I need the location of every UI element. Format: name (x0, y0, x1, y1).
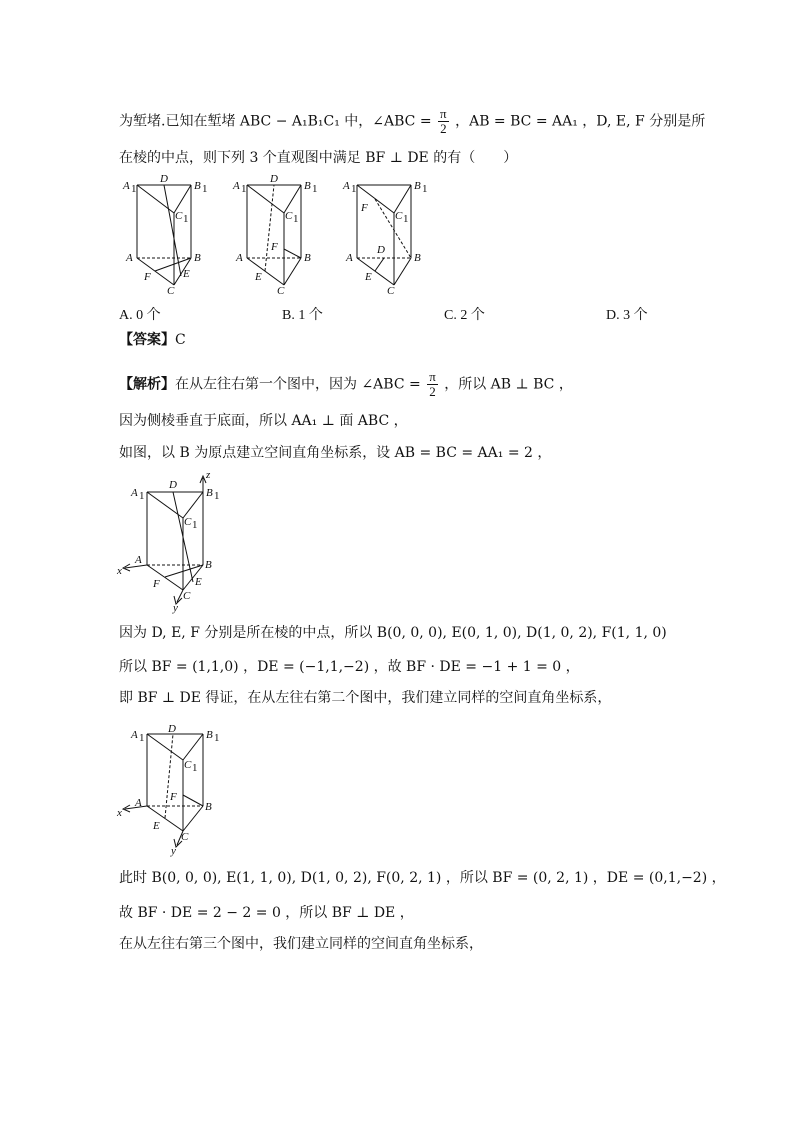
svg-text:z: z (206, 470, 211, 481)
label-C: C (167, 285, 175, 297)
svg-text:A: A (233, 180, 240, 192)
svg-text:B: B (414, 252, 421, 264)
svg-text:C: C (395, 210, 403, 222)
svg-text:C: C (183, 590, 191, 602)
answer-line (119, 330, 186, 350)
solution-line-8: 故 BF · DE = 2 − 2 = 0 ，所以 BF ⊥ DE ， (119, 905, 414, 921)
svg-text:1: 1 (202, 183, 208, 195)
svg-text:1: 1 (403, 213, 409, 225)
svg-text:A: A (135, 554, 142, 566)
label-B: B (194, 252, 201, 264)
svg-text:D: D (377, 244, 385, 256)
svg-text:C: C (285, 210, 293, 222)
svg-text:C: C (181, 831, 189, 843)
svg-text:1: 1 (192, 762, 198, 774)
svg-text:x: x (117, 807, 122, 819)
svg-text:D: D (168, 723, 176, 735)
svg-text:B: B (304, 180, 311, 192)
label-A1: A (123, 180, 130, 192)
svg-text:A: A (236, 252, 243, 264)
answer-tag: 【答案】 (119, 332, 175, 348)
question-text-1: 为堑堵.已知在堑堵 ABC − A₁B₁C₁ 中，∠ABC = (119, 113, 432, 130)
svg-text:A: A (346, 252, 353, 264)
prism-figure-3 (339, 173, 439, 298)
label-B1: B (194, 180, 201, 192)
svg-text:1: 1 (422, 183, 428, 195)
svg-text:1: 1 (214, 490, 220, 502)
svg-text:1: 1 (192, 519, 198, 531)
svg-text:E: E (255, 271, 262, 283)
prism-figure-2 (229, 173, 329, 298)
solution-tag: 【解析】 (119, 376, 175, 393)
svg-text:1: 1 (183, 213, 189, 225)
svg-text:1: 1 (241, 183, 247, 195)
solution-line-6: 即 BF ⊥ DE 得证，在从左往右第二个图中，我们建立同样的空间直角坐标系， (119, 690, 612, 706)
svg-text:B: B (304, 252, 311, 264)
svg-text:y: y (173, 602, 178, 614)
label-E: E (183, 268, 190, 280)
svg-text:E: E (153, 820, 160, 832)
pi-over-2-fraction: $\frac{\pi}{2}$ (440, 106, 447, 136)
svg-text:1: 1 (351, 183, 357, 195)
svg-text:E: E (365, 271, 372, 283)
option-a: A. 0 个 (119, 308, 161, 323)
question-line-1 (119, 107, 705, 136)
svg-text:E: E (195, 576, 202, 588)
svg-text:A: A (131, 487, 138, 499)
svg-text:1: 1 (139, 732, 145, 744)
svg-text:C: C (184, 516, 192, 528)
svg-text:C: C (387, 285, 395, 297)
solution-line-4: 因为 D, E, F 分别是所在棱的中点，所以 B(0, 0, 0), E(0, 1, 0), D(1, 0, 2), F(1, 1, 0) (119, 625, 667, 641)
solution-line-5: 所以 BF = (1,1,0) ，DE = (−1,1,−2) ，故 BF · DE = −1 + 1 = 0 ， (119, 659, 580, 675)
label-C1: C (175, 210, 183, 222)
label-A: A (126, 252, 133, 264)
svg-text:A: A (135, 797, 142, 809)
svg-text:A: A (131, 729, 138, 741)
solution-line-3: 如图，以 B 为原点建立空间直角坐标系，设 AB = BC = AA₁ = 2 ， (119, 445, 552, 461)
svg-text:D: D (169, 479, 177, 491)
svg-text:1: 1 (293, 213, 299, 225)
svg-text:D: D (270, 173, 278, 185)
svg-text:C: C (277, 285, 285, 297)
svg-text:1: 1 (131, 183, 137, 195)
svg-text:F: F (170, 791, 177, 803)
solution-line-2: 因为侧棱垂直于底面，所以 AA₁ ⊥ 面 ABC ， (119, 413, 408, 429)
svg-text:1: 1 (312, 183, 318, 195)
svg-text:B: B (205, 559, 212, 571)
svg-text:1: 1 (214, 732, 220, 744)
svg-text:F: F (153, 578, 160, 590)
svg-text:B: B (206, 729, 213, 741)
svg-text:B: B (205, 801, 212, 813)
option-c: C. 2 个 (444, 308, 485, 323)
solution-line-9: 在从左往右第三个图中，我们建立同样的空间直角坐标系， (119, 936, 483, 952)
option-b: B. 1 个 (282, 308, 323, 323)
svg-text:C: C (184, 759, 192, 771)
svg-text:1: 1 (139, 490, 145, 502)
question-text-1-tail: ，AB = BC = AA₁ ，D, E, F 分别是所 (455, 113, 706, 130)
coordinate-figure-2 (113, 718, 223, 858)
svg-text:A: A (343, 180, 350, 192)
svg-text:y: y (171, 845, 176, 857)
question-line-2: 在棱的中点，则下列 3 个直观图中满足 BF ⊥ DE 的有（ ） (119, 150, 518, 166)
solution-line-1: 【解析】在从左往右第一个图中，因为 ∠ABC = $\frac{\pi}{2}$ ，所以 AB ⊥ BC ， (119, 369, 573, 399)
label-D: D (160, 173, 168, 185)
prism-figure-1 (119, 173, 219, 298)
svg-text:B: B (206, 487, 213, 499)
answer-value: C (175, 332, 186, 348)
svg-text:x: x (117, 565, 122, 577)
solution-line-7: 此时 B(0, 0, 0), E(1, 1, 0), D(1, 0, 2), F(0, 2, 1) ，所以 BF = (0, 2, 1) ，DE = (0,1,−2) ， (119, 870, 726, 886)
svg-text:B: B (414, 180, 421, 192)
svg-text:F: F (271, 241, 278, 253)
label-F: F (144, 271, 151, 283)
coordinate-figure-1 (113, 470, 223, 615)
option-d: D. 3 个 (606, 308, 648, 323)
svg-text:F: F (361, 202, 368, 214)
